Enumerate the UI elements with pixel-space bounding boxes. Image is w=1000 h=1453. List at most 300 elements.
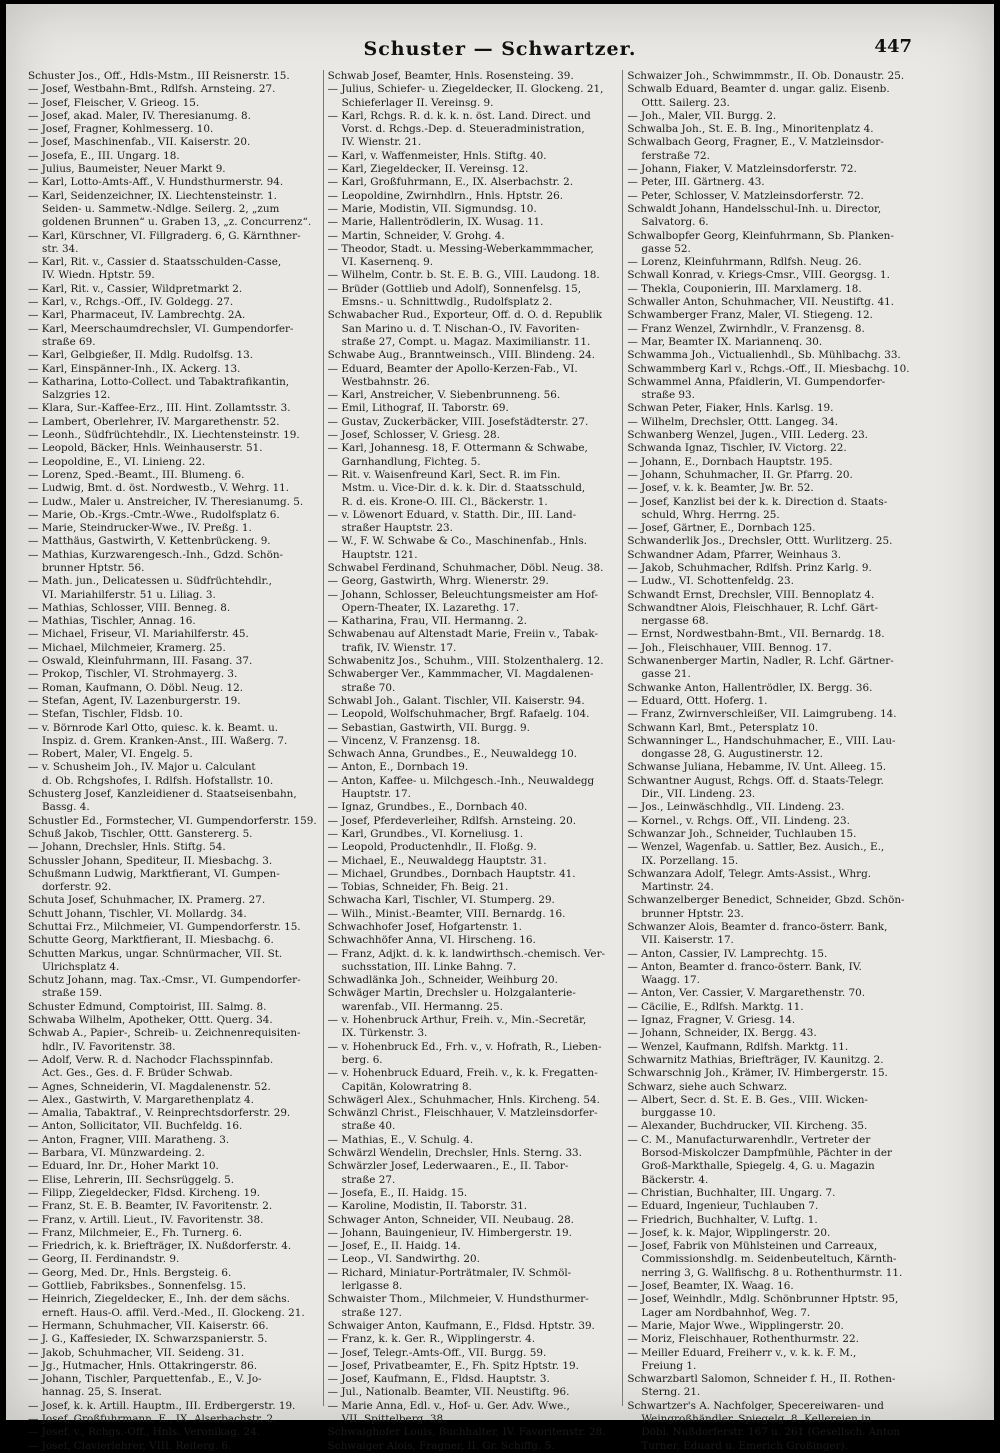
directory-line: — Anton, E., Dornbach 19. [327, 761, 469, 774]
directory-line: Schwaizer Joh., Schwimmmstr., II. Ob. Donaustr. 25. [627, 70, 905, 82]
directory-line: — Leonh., Südfrüchtehdlr., IX. Liechtensteinstr. 19. [28, 429, 300, 442]
directory-line: — Klara, Sur.-Kaffee-Erz., III. Hint. Zollamtsstr. 3. [28, 402, 291, 415]
directory-line: Opern-Theater, IX. Lazarethg. 17. [341, 601, 520, 614]
directory-line: dongasse 28, G. Augustinerstr. 12. [641, 748, 823, 761]
directory-line: Schwandt Ernst, Drechsler, VIII. Bennoplatz 4. [627, 588, 875, 601]
directory-line: Schwabel Ferdinand, Schuhmacher, Döbl. Neug. 38. [327, 561, 604, 574]
directory-line: Schwärzl Wendelin, Drechsler, Hnls. Sterng. 33. [327, 1147, 582, 1160]
directory-line: Schwab A., Papier-, Schreib- u. Zeichnenrequisiten- [28, 1027, 301, 1040]
directory-line: — Moriz, Fleischhauer, Rothenthurmstr. 22. [627, 1333, 859, 1346]
directory-line: ferstraße 72. [641, 149, 710, 162]
directory-line: — Jul., Nationalb. Beamter, VII. Neustiftg. 96. [327, 1386, 570, 1399]
directory-line: — Elise, Lehrerin, III. Sechsrüggelg. 5. [28, 1173, 235, 1186]
directory-line: Schwaba Wilhelm, Apotheker, Ottt. Querg. 34. [28, 1014, 273, 1027]
directory-line: — Mathias, E., V. Schulg. 4. [327, 1133, 474, 1146]
directory-line: — Tobias, Schneider, Fh. Beig. 21. [327, 881, 509, 894]
directory-line: — Ignaz, Fragner, V. Griesg. 14. [627, 1014, 796, 1027]
directory-line: Bassg. 4. [42, 801, 90, 814]
directory-line: — Josef, Weinhdlr., Mdlg. Schönbrunner Hptstr. 95, [627, 1293, 899, 1306]
directory-line: — Karl, Rchgs. R. d. k. k. n. öst. Land. Direct. und [327, 109, 591, 122]
directory-line: Schutte Georg, Marktfierant, II. Miesbachg. 6. [28, 934, 274, 947]
directory-line: Ottt. Sailerg. 23. [641, 96, 730, 109]
directory-line: — Agnes, Schneiderin, VI. Magdalenenstr. 52. [28, 1080, 271, 1093]
directory-line: — Josef, E., II. Haidg. 14. [327, 1240, 461, 1253]
directory-line: Schußmann Ludwig, Marktfierant, VI. Gumpen- [28, 867, 280, 880]
directory-line: Groß-Markthalle, Spiegelg. 4, G. u. Magazin [641, 1160, 875, 1173]
directory-line: — Josef, k. k. Artill. Hauptm., III. Erdbergerstr. 19. [28, 1399, 296, 1412]
directory-line: — Franz, St. E. B. Beamter, IV. Favoritenstr. 2. [28, 1200, 273, 1213]
directory-line: — Gottlieb, Fabriksbes., Sonnenfelsg. 15. [28, 1280, 246, 1293]
directory-line: — Anton, Ver. Cassier, V. Margarethenstr. 70. [627, 987, 866, 1000]
column-left [28, 70, 324, 1452]
directory-line: — Adolf, Verw. R. d. Nachodcr Flachsspinnfab. [28, 1053, 274, 1066]
directory-line: — Marie, Hallentrödlerin, IX. Wusag. 11. [327, 216, 544, 229]
directory-line: — Wenzel, Kaufmann, Rdlfsh. Marktg. 11. [627, 1040, 849, 1053]
directory-line: — v. Schusheim Joh., IV. Major u. Calculant [28, 761, 256, 774]
directory-line: — Wenzel, Wagenfab. u. Sattler, Bez. Ausich., E., [627, 841, 885, 854]
directory-line: — Josef, Maschinenfab., VII. Kaiserstr. 20. [28, 136, 251, 149]
directory-line: Schwaller Anton, Schuhmacher, VII. Neustiftg. 41. [627, 296, 895, 309]
directory-line: — Marie, Major Wwe., Wipplingerstr. 20. [627, 1319, 844, 1332]
directory-line: nergasse 68. [641, 615, 709, 628]
directory-line: — Cäcilie, E., Rdlfsh. Marktg. 11. [627, 1000, 804, 1013]
directory-line: — Jakob, Schuhmacher, VII. Seideng. 31. [28, 1346, 245, 1359]
directory-line: Schwäger Martin, Drechsler u. Holzgalanterie- [327, 987, 576, 1000]
directory-line: Schwänzl Christ., Fleischhauer, V. Matzleinsdorfer- [327, 1107, 598, 1120]
column-right [627, 70, 922, 1452]
directory-line: Schwaiger Alois, Fragner, II. Gr. Schiffg. 5. [327, 1439, 555, 1452]
directory-line: — Karl, Anstreicher, V. Siebenbrunneng. 56. [327, 389, 561, 402]
directory-line: Schussler Johann, Spediteur, II. Miesbachg. 3. [28, 854, 273, 867]
directory-line: Mstm. u. Vice-Dir. d. k. k. Dir. d. Staatsschuld, [341, 482, 586, 495]
directory-line: nerring 3, G. Wallfischg. 8 u. Rothenthurmstr. 11. [641, 1266, 903, 1279]
directory-line: — Alex., Gastwirth, V. Margarethenplatz 4. [28, 1093, 254, 1106]
directory-line: Schwanzara Adolf, Telegr. Amts-Assist., Whrg. [627, 867, 872, 880]
directory-line: VII. Kaiserstr. 17. [641, 934, 734, 947]
directory-line: — Stefan, Tischler, Fldsb. 10. [28, 708, 183, 721]
directory-line: Schuster Jos., Off., Hdls-Mstm., III Reisnerstr. 15. [28, 70, 290, 82]
directory-line: Schwalbach Georg, Fragner, E., V. Matzleinsdor- [627, 136, 884, 149]
directory-line: — Johann, E., Dornbach Hauptstr. 195. [627, 455, 833, 468]
directory-line: Schwanninger L., Handschuhmacher, E., VIII. Lau- [627, 734, 896, 747]
directory-line: warenfab., VII. Hermanng. 25. [341, 1000, 503, 1013]
directory-line: — Friedrich, Buchhalter, V. Luftg. 1. [627, 1213, 818, 1226]
directory-line: — Ludw., Maler u. Anstreicher, IV. Theresianumg. 5. [28, 495, 304, 508]
directory-line: — Katharina, Lotto-Collect. und Tabaktrafikantin, [28, 375, 290, 388]
directory-line: — Math. jun., Delicatessen u. Südfrüchtehdlr., [28, 575, 272, 588]
directory-line: — Albert, Secr. d. St. E. B. Ges., VIII. Wicken- [627, 1093, 868, 1106]
directory-line: IX. Porzellang. 15. [641, 854, 739, 867]
directory-line: — Robert, Maler, VI. Engelg. 5. [28, 748, 193, 761]
directory-line: straße 159. [42, 987, 103, 1000]
directory-line: — Josef, Beamter, IX. Waag. 16. [627, 1280, 794, 1293]
directory-line: Schwamma Joh., Victualienhdl., Sb. Mühlbachg. 33. [627, 349, 901, 362]
directory-line: VII. Spittelberg. 38. [341, 1412, 447, 1425]
directory-line: — Eduard, Ottt. Hoferg. 1. [627, 694, 768, 707]
directory-line: Hauptstr. 121. [341, 548, 418, 561]
directory-line: Emsns.- u. Schnittwdlg., Rudolfsplatz 2. [341, 296, 553, 309]
directory-line: — Ludw., VI. Schottenfeldg. 23. [627, 575, 794, 588]
directory-line: — Hermann, Schuhmacher, VII. Kaiserstr. 66. [28, 1319, 269, 1332]
directory-line: — Josef, v. k. k. Beamter, Jw. Br. 52. [627, 482, 814, 495]
directory-line: IX. Türkenstr. 3. [341, 1027, 428, 1040]
directory-line: — Karl, Seidenzeichner, IX. Liechtensteinstr. 1. [28, 189, 277, 202]
directory-line: — Barbara, VI. Münzwardeing. 2. [28, 1147, 205, 1160]
directory-line: Schwanzelberger Benedict, Schneider, Gbzd. Schön- [627, 894, 905, 907]
directory-line: — Franz Wenzel, Zwirnhdlr., V. Franzensg. 8. [627, 322, 865, 335]
directory-line: — Peter, Schlosser, V. Matzleinsdorferstr. 72. [627, 189, 864, 202]
directory-line: — Karl, Ziegeldecker, II. Vereinsg. 12. [327, 163, 529, 176]
directory-line: Bäckerstr. 4. [641, 1173, 709, 1186]
directory-line: — Marie, Ob.-Krgs.-Cmtr.-Wwe., Rudolfsplatz 6. [28, 508, 280, 521]
column-middle [327, 70, 624, 1452]
directory-line: Schuta Josef, Schuhmacher, IX. Pramerg. 27. [28, 894, 266, 907]
directory-line: — Ludwig, Bmt. d. öst. Nordwestb., V. Wehrg. 11. [28, 482, 290, 495]
directory-line: — Kornel., v. Rchgs. Off., VII. Lindeng. 23. [627, 814, 850, 827]
directory-line: — W., F. W. Schwabe & Co., Maschinenfab., Hnls. [327, 535, 587, 548]
directory-line: — Sebastian, Gastwirth, VII. Burgg. 9. [327, 721, 530, 734]
directory-line: VI. Kasernenq. 9. [341, 256, 433, 269]
directory-line: — Filipp, Ziegeldecker, Fldsd. Kircheng. 19. [28, 1186, 261, 1199]
directory-line: d. Ob. Rchgshofes, I. Rdlfsh. Hofstallstr. 10. [42, 774, 274, 787]
directory-line: Schwarzbartl Salomon, Schneider f. H., II. Rothen- [627, 1373, 896, 1386]
directory-line: — Karl, Großfuhrmann, E., IX. Alserbachstr. 2. [327, 176, 574, 189]
directory-line: — Josef, Gärtner, E., Dornbach 125. [627, 522, 816, 535]
directory-line: — Michael, E., Neuwaldegg Hauptstr. 31. [327, 854, 547, 867]
directory-line: suchsstation, III. Linke Bahng. 7. [341, 960, 517, 973]
directory-line: straße 69. [42, 335, 96, 348]
directory-line: Schwalba Joh., St. E. B. Ing., Minoritenplatz 4. [627, 123, 874, 136]
directory-line: Turner, Eduard u. Emerich Großinger). [641, 1439, 848, 1452]
directory-line: erneft. Haus-O. affil. Verd.-Med., II. Glockeng. 21. [42, 1306, 305, 1319]
directory-line: — Karl, v., Rchgs.-Off., IV. Goldegg. 27. [28, 296, 234, 309]
directory-line: — Leopoldine, E., VI. Linieng. 22. [28, 455, 206, 468]
directory-line: — Matthäus, Gastwirth, V. Kettenbrückeng. 9. [28, 535, 271, 548]
directory-line: Schwabenau auf Altenstadt Marie, Freiin v., Tabak- [327, 628, 598, 641]
directory-line: — Josef, Kaufmann, E., Fldsd. Hauptstr. 3. [327, 1373, 550, 1386]
directory-line: R. d. eis. Krone-O. III. Cl., Bäckerstr. 1. [341, 495, 548, 508]
directory-line: Schwägerl Alex., Schuhmacher, Hnls. Kircheng. 54. [327, 1093, 600, 1106]
directory-line: — Josef, Privatbeamter, E., Fh. Spitz Hptstr. 19. [327, 1359, 579, 1372]
directory-line: goldenen Brunnen“ u. Graben 13, „z. Concurrenz“. [42, 216, 312, 229]
directory-line: — Franz, v. Artill. Lieut., IV. Favoritenstr. 38. [28, 1213, 264, 1226]
directory-line: — Stefan, Agent, IV. Lazenburgerstr. 19. [28, 694, 241, 707]
directory-line: — Leopoldine, Zwirnhdlrn., Hnls. Hptstr. 26. [327, 189, 564, 202]
directory-line: Act. Ges., Ges. d. F. Brüder Schwab. [42, 1067, 233, 1080]
directory-line: — Josef, Großfuhrmann, E., IX. Alserbachstr. 2. [28, 1412, 277, 1425]
directory-line: — v. Hohenbruck Arthur, Freih. v., Min.-Secretär, [327, 1014, 587, 1027]
directory-line: — Johann, Tischler, Parquettenfab., E., V. Jo- [28, 1373, 262, 1386]
directory-line: Schutz Johann, mag. Tax.-Cmsr., VI. Gumpendorfer- [28, 974, 301, 987]
directory-line: — Mathias, Schlosser, VIII. Benneg. 8. [28, 601, 231, 614]
directory-line: Weingroßhändler, Spiegelg. 8, Kellereien in [641, 1412, 872, 1425]
directory-line: Schwanzer Alois, Beamter d. franco-österr. Bank, [627, 921, 888, 933]
directory-line: — Franz, Milchmeier, E., Fh. Turnerg. 6. [28, 1226, 243, 1239]
directory-line: Martinstr. 24. [641, 881, 714, 894]
directory-line: Freiung 1. [641, 1359, 697, 1372]
directory-line: IV. Wienstr. 21. [341, 136, 422, 149]
directory-line: — Eduard, Beamter der Apollo-Kerzen-Fab., VI. [327, 362, 578, 375]
directory-line: — Marie, Steindrucker-Wwe., IV. Preßg. 1. [28, 522, 252, 535]
directory-line: berg. 6. [341, 1053, 383, 1066]
directory-line: — Peter, III. Gärtnerg. 43. [627, 176, 765, 189]
directory-line: — Katharina, Frau, VII. Hermanng. 2. [327, 615, 527, 628]
directory-line: — Leopold, Wolfschuhmacher, Brgf. Rafaelg. 104. [327, 708, 590, 721]
directory-line: — Josef, Fabrik von Mühlsteinen und Carreaux, [627, 1240, 878, 1253]
directory-line: — Karl, Gelbgießer, II. Mdlg. Rudolfsg. 13. [28, 349, 254, 362]
directory-line: — Ignaz, Grundbes., E., Dornbach 40. [327, 801, 528, 814]
directory-line: — v. Börnrode Karl Otto, quiesc. k. k. Beamt. u. [28, 721, 279, 734]
directory-line: — Brüder (Gottlieb und Adolf), Sonnenfelsg. 15, [327, 282, 582, 295]
directory-line: — J. G., Kaffesieder, IX. Schwarzspanierstr. 5. [28, 1333, 268, 1346]
directory-line: — Georg, Med. Dr., Hnls. Bergsteig. 6. [28, 1266, 232, 1279]
directory-line: Schwanderlik Jos., Drechsler, Ottt. Wurlitzerg. 25. [627, 535, 893, 548]
directory-line: — Meiller Eduard, Freiherr v., v. k. k. F. M., [627, 1346, 857, 1359]
directory-line: — Eduard, Inr. Dr., Hoher Markt 10. [28, 1160, 219, 1173]
directory-line: — Vincenz, V. Franzensg. 18. [327, 734, 481, 747]
directory-line: — Lorenz, Sped.-Beamt., III. Blumeng. 6. [28, 468, 245, 481]
directory-line: — Christian, Buchhalter, III. Ungarg. 7. [627, 1186, 836, 1199]
directory-line: Schwabenitz Jos., Schuhm., VIII. Stolzenthalerg. 12. [327, 655, 604, 668]
directory-line: — Mar, Beamter IX. Mariannenq. 30. [627, 335, 823, 348]
columns-container [28, 70, 922, 1452]
directory-line: — Josef, Clavierlehrer, VIII. Reiterg. 6. [28, 1439, 232, 1452]
directory-line: — Julius, Baumeister, Neuer Markt 9. [28, 163, 226, 176]
directory-line: — Josef, k. k. Major, Wipplingerstr. 20. [627, 1226, 831, 1239]
directory-line: Schutten Markus, ungar. Schnürmacher, VII. St. [28, 947, 283, 960]
directory-line: Lager am Nordbahnhof, Weg. 7. [641, 1306, 811, 1319]
directory-line: — Prokop, Tischler, VI. Strohmayerg. 3. [28, 668, 238, 681]
directory-line: Schwarnitz Mathias, Briefträger, IV. Kaunitzg. 2. [627, 1053, 884, 1066]
directory-line: gasse 21. [641, 668, 691, 681]
directory-line: — Karoline, Modistin, II. Taborstr. 31. [327, 1200, 528, 1213]
directory-line: — Josef, Fragner, Kohlmesserg. 10. [28, 123, 214, 136]
directory-line: — Lorenz, Kleinfuhrmann, Rdlfsh. Neug. 26. [627, 256, 862, 269]
directory-line: Schuttai Frz., Milchmeier, VI. Gumpendorferstr. 15. [28, 921, 301, 933]
directory-line: VI. Mariahilferstr. 51 u. Liliag. 3. [42, 588, 216, 601]
directory-line: Salvatorg. 6. [641, 216, 709, 229]
directory-line: Schwandtner Alois, Fleischhauer, R. Lchf. Gärt- [627, 601, 879, 614]
directory-line: Schwanke Anton, Hallentrödler, IX. Bergg. 36. [627, 681, 873, 694]
directory-line: — Josef, Westbahn-Bmt., Rdlfsh. Arnsteing. 27. [28, 83, 276, 96]
directory-line: — Joh., Fleischhauer, VIII. Bennog. 17. [627, 641, 832, 654]
directory-line: — Josef, akad. Maler, IV. Theresianumg. 8. [28, 109, 251, 122]
directory-line: — Amalia, Tabaktraf., V. Reinprechtsdorferstr. 29. [28, 1107, 291, 1120]
directory-line: — Heinrich, Ziegeldecker, E., Inh. der dem sächs. [28, 1293, 290, 1306]
directory-line: Schwaiger Anton, Kaufmann, E., Fldsd. Hptstr. 39. [327, 1319, 595, 1332]
directory-line: — Josef, Kanzlist bei der k. k. Direction d. Staats- [627, 495, 888, 508]
directory-line: Borsod-Miskolczer Dampfmühle, Pächter in der [641, 1147, 892, 1160]
directory-line: — Josef, Telegr.-Amts-Off., VII. Burgg. 59. [327, 1346, 547, 1359]
directory-line: — Thekla, Couponierin, III. Marxlamerg. 18. [627, 282, 862, 295]
directory-line: — Jakob, Schuhmacher, Rdlfsh. Prinz Karlg. 9. [627, 561, 872, 574]
directory-line: Schwadlänka Joh., Schneider, Weihburg 20. [327, 974, 558, 987]
directory-line: Schwanzar Joh., Schneider, Tuchlauben 15. [627, 827, 857, 840]
directory-line: — Michael, Friseur, VI. Mariahilferstr. 45. [28, 628, 249, 641]
directory-line: Schuß Jakob, Tischler, Ottt. Ganstererg. 5. [28, 827, 253, 840]
directory-line: Schwaldt Johann, Handelsschul-Inh. u. Director, [627, 202, 882, 215]
directory-line: Schwall Konrad, v. Kriegs-Cmsr., VIII. Georgsg. 1. [627, 269, 890, 282]
directory-line: — Josefa, E., II. Haidg. 15. [327, 1186, 468, 1199]
directory-line: — Julius, Schiefer- u. Ziegeldecker, II. Glockeng. 21, [327, 83, 604, 96]
directory-line: — Johann, Schneider, IX. Bergg. 43. [627, 1027, 817, 1040]
directory-line: Schwantner August, Rchgs. Off. d. Staats-Telegr. [627, 774, 884, 787]
directory-line: Schwann Karl, Bmt., Petersplatz 10. [627, 721, 819, 734]
directory-line: brunner Hptstr. 56. [42, 561, 145, 574]
directory-line: Schwan Peter, Fiaker, Hnls. Karlsg. 19. [627, 402, 834, 415]
directory-line: Schuster Edmund, Comptoirist, III. Salmg. 8. [28, 1000, 267, 1013]
directory-line: — Joh., Maler, VII. Burgg. 2. [627, 109, 777, 122]
directory-line: Inspiz. d. Grem. Kranken-Anst., III. Waßerg. 7. [42, 734, 288, 747]
directory-line: straße 70. [341, 681, 396, 694]
directory-line: — Marie Anna, Edl. v., Hof- u. Ger. Adv. Wwe., [327, 1399, 570, 1412]
directory-line: Capitän, Kolowratring 8. [341, 1080, 472, 1093]
directory-line: Schwandner Adam, Pfarrer, Weinhaus 3. [627, 548, 841, 561]
directory-line: — Karl, v. Waffenmeister, Hnls. Stiftg. 40. [327, 149, 547, 162]
directory-line: Schwaberger Ver., Kammmacher, VI. Magdalenen- [327, 668, 594, 681]
directory-line: IV. Wiedn. Hptstr. 59. [42, 269, 155, 282]
directory-line: Schusterg Josef, Kanzleidiener d. Staatseisenbahn, [28, 788, 297, 801]
directory-line: trafik, IV. Wienstr. 17. [341, 641, 457, 654]
directory-line: Schwamberger Franz, Maler, VI. Stiegeng. 12. [627, 309, 873, 322]
directory-line: — Anton, Beamter d. franco-österr. Bank, IV. [627, 960, 862, 973]
directory-line: Schwaighofer Louis, Buchhalter, IV. Favoritenstr. 28. [327, 1426, 606, 1439]
directory-line: — v. Hohenbruck Ed., Frh. v., v. Hofrath, R., Lieben- [327, 1040, 602, 1053]
directory-line: — Anton, Fragner, VIII. Maratheng. 3. [28, 1133, 230, 1146]
directory-line: — Theodor, Stadt. u. Messing-Weberkammmacher, [327, 242, 594, 255]
directory-line: straße 40. [341, 1120, 396, 1133]
directory-line: — Marie, Modistin, VII. Sigmundsg. 10. [327, 202, 537, 215]
directory-line: — Jg., Hutmacher, Hnls. Ottakringerstr. 86. [28, 1359, 258, 1372]
directory-line: Schwärzler Josef, Lederwaaren., E., II. Tabor- [327, 1160, 569, 1173]
directory-line: Schwarz, siehe auch Schwarz. [627, 1080, 788, 1093]
directory-line: — Johann, Schlosser, Beleuchtungsmeister am Hof- [327, 588, 599, 601]
directory-line: — Leop., VI. Sandwirthg. 20. [327, 1253, 480, 1266]
directory-line: Schustler Ed., Formstecher, VI. Gumpendorferstr. 159. [28, 814, 317, 827]
directory-line: straße 27, Compt. u. Magaz. Maximilianstr. 11. [341, 335, 591, 348]
directory-line: Schwabl Joh., Galant. Tischler, VII. Kaiserstr. 94. [327, 694, 585, 707]
directory-line: Döbl. Nußdorferstr. 167 u. 261 (Gesellsch. Anton [641, 1426, 900, 1439]
directory-line: — Oswald, Kleinfuhrmann, III. Fasang. 37. [28, 655, 253, 668]
directory-line: — Karl, Lotto-Amts-Aff., V. Hundsthurmerstr. 94. [28, 176, 284, 189]
directory-line: Schwammberg Karl v., Rchgs.-Off., II. Miesbachg. 10. [627, 362, 910, 375]
directory-line: Schwalbopfer Georg, Kleinfuhrmann, Sb. Planken- [627, 229, 894, 242]
directory-line: Schwanberg Wenzel, Jugen., VIII. Lederg. 23. [627, 429, 868, 442]
directory-line: — v. Hohenbruck Eduard, Freih. v., k. k. Fregatten- [327, 1067, 598, 1080]
directory-line: — Anton, Sollicitator, VII. Buchfeldg. 16. [28, 1120, 243, 1133]
directory-line: Schieferlager II. Vereinsg. 9. [341, 96, 494, 109]
directory-line: Commissionshdlg. m. Seidenbeuteltuch, Kärnth- [641, 1253, 897, 1266]
directory-line: — Ernst, Nordwestbahn-Bmt., VII. Bernardg. 18. [627, 628, 885, 641]
directory-line: — Emil, Lithograf, II. Taborstr. 69. [327, 402, 509, 415]
directory-line: — Roman, Kaufmann, O. Döbl. Neug. 12. [28, 681, 244, 694]
directory-line: Schwachhofer Josef, Hofgartenstr. 1. [327, 921, 522, 933]
directory-line: Schwanse Juliana, Hebamme, IV. Unt. Alleeg. 15. [627, 761, 887, 774]
directory-line: — Wilhelm, Contr. b. St. E. B. G., VIII. Laudong. 18. [327, 269, 600, 282]
directory-line: — Josef, Pferdeverleiher, Rdlfsh. Arnsteing. 20. [327, 814, 577, 827]
directory-line: Schutt Johann, Tischler, VI. Mollardg. 34. [28, 907, 247, 920]
directory-line: Schwaister Thom., Milchmeier, V. Hundsthurmer- [327, 1293, 589, 1306]
directory-line: straßer Hauptstr. 23. [341, 522, 453, 535]
directory-line: — Rit. v. Waisenfreund Karl, Sect. R. im Fin. [327, 468, 561, 481]
directory-line: — Franz, k. k. Ger. R., Wipplingerstr. 4. [327, 1333, 536, 1346]
directory-line: — Karl, Kürschner, VI. Fillgraderg. 6, G. Kärnthner- [28, 229, 301, 242]
directory-line: — Anton, Cassier, IV. Lamprechtg. 15. [627, 947, 828, 960]
directory-line: — v. Löwenort Eduard, v. Statth. Dir., III. Land- [327, 508, 577, 521]
directory-line: — Franz, Zwirnverschleißer, VII. Laimgrubeng. 14. [627, 708, 897, 721]
directory-line: Schwach Anna, Grundbes., E., Neuwaldegg 10. [327, 748, 578, 761]
directory-line: — Mathias, Kurzwarengesch.-Inh., Gdzd. Schön- [28, 548, 284, 561]
directory-line: — Karl, Johannesg. 18, F. Ottermann & Schwabe, [327, 442, 588, 455]
directory-line: Sterng. 21. [641, 1386, 701, 1399]
directory-line: — Johann, Schuhmacher, II. Gr. Pfarrg. 20. [627, 468, 853, 481]
directory-line: — Johann, Drechsler, Hnls. Stiftg. 54. [28, 841, 226, 854]
directory-line: — Mathias, Tischler, Annag. 16. [28, 615, 196, 628]
directory-line: — Josef, Fleischer, V. Grieog. 15. [28, 96, 200, 109]
directory-line: — Friedrich, k. k. Briefträger, IX. Nußdorferstr. 4. [28, 1240, 292, 1253]
directory-line: — Eduard, Ingenieur, Tuchlauben 7. [627, 1200, 819, 1213]
directory-line: — Gustav, Zuckerbäcker, VIII. Josefstädterstr. 27. [327, 415, 589, 428]
directory-line: Hauptstr. 17. [341, 788, 411, 801]
directory-line: Schwanda Ignaz, Tischler, IV. Victorg. 22. [627, 442, 847, 455]
directory-line: — Michael, Grundbes., Dornbach Hauptstr. 41. [327, 867, 576, 880]
directory-line: — Wilhelm, Drechsler, Ottt. Langeg. 34. [627, 415, 839, 428]
directory-line: — Wilh., Minist.-Beamter, VIII. Bernardg. 16. [327, 907, 566, 920]
directory-line: Schwachhöfer Anna, VI. Hirscheng. 16. [327, 934, 536, 947]
directory-line: — Josef, v., Rchgs.-Off., Hnls. Veronikag. 24. [28, 1426, 261, 1439]
directory-line: — Jos., Leinwäschhdlg., VII. Lindeng. 23. [627, 801, 845, 814]
directory-line: Vorst. d. Rchgs.-Dep. d. Steueradministration, [341, 123, 585, 136]
directory-line: Schwabacher Rud., Exporteur, Off. d. O. d. Republik [327, 309, 603, 322]
directory-line: — Anton, Kaffee- u. Milchgesch.-Inh., Neuwaldegg [327, 774, 595, 787]
directory-line: straße 93. [641, 389, 695, 402]
directory-line: — Johann, Bauingenieur, IV. Himbergerstr. 19. [327, 1226, 572, 1239]
directory-line: hannag. 25, S. Inserat. [42, 1386, 162, 1399]
directory-line: — Karl, Meerschaumdrechsler, VI. Gumpendorfer- [28, 322, 294, 335]
directory-line: — Karl, Grundbes., VI. Korneliusg. 1. [327, 827, 524, 840]
directory-line: — Georg, Gastwirth, Whrg. Wienerstr. 29. [327, 575, 549, 588]
directory-line: brunner Hptstr. 23. [641, 907, 744, 920]
directory-line: — Alexander, Buchdrucker, VII. Kircheng. 35. [627, 1120, 868, 1133]
directory-line: schuld, Whrg. Herrng. 25. [641, 508, 780, 521]
directory-line: — Franz, Adjkt. d. k. k. landwirthsch.-chemisch. Ver- [327, 947, 606, 960]
directory-line: — Karl, Rit. v., Cassier, Wildpretmarkt 2. [28, 282, 243, 295]
directory-line: Schwab Josef, Beamter, Hnls. Rosensteing. 39. [327, 70, 574, 82]
directory-page [6, 4, 994, 1452]
directory-line: lerlgasse 8. [341, 1280, 403, 1293]
directory-line: Schwacha Karl, Tischler, VI. Stumperg. 29. [327, 894, 555, 907]
directory-line: hdlr., IV. Favoritenstr. 38. [42, 1040, 176, 1053]
directory-line: str. 34. [42, 242, 79, 255]
directory-line: — Johann, Fiaker, V. Matzleinsdorferstr. 72. [627, 163, 857, 176]
directory-line: Schwanenberger Martin, Nadler, R. Lchf. Gärtner- [627, 655, 894, 668]
page-number: 447 [874, 36, 912, 57]
directory-line: — Karl, Rit. v., Cassier d. Staatsschulden-Casse, [28, 256, 282, 269]
directory-line: — Leopold, Bäcker, Hnls. Weinhauserstr. 51. [28, 442, 263, 455]
directory-line: — Michael, Milchmeier, Kramerg. 25. [28, 641, 226, 654]
directory-line: — Josefa, E., III. Ungarg. 18. [28, 149, 180, 162]
directory-line: Schwabe Aug., Branntweinsch., VIII. Blindeng. 24. [327, 349, 596, 362]
directory-line: — Georg, II. Ferdinandstr. 9. [28, 1253, 180, 1266]
directory-line: — Richard, Miniatur-Porträtmaler, IV. Schmöl- [327, 1266, 572, 1279]
directory-line: — Lambert, Oberlehrer, IV. Margarethenstr. 52. [28, 415, 280, 428]
directory-line: gasse 52. [641, 242, 691, 255]
directory-line: Waagg. 17. [641, 974, 700, 987]
directory-line: straße 127. [341, 1306, 402, 1319]
directory-line: — Karl, Einspänner-Inh., IX. Ackerg. 13. [28, 362, 241, 375]
directory-line: — Leopold, Productenhdlr., II. Floßg. 9. [327, 841, 537, 854]
directory-line: Ulrichsplatz 4. [42, 960, 120, 973]
